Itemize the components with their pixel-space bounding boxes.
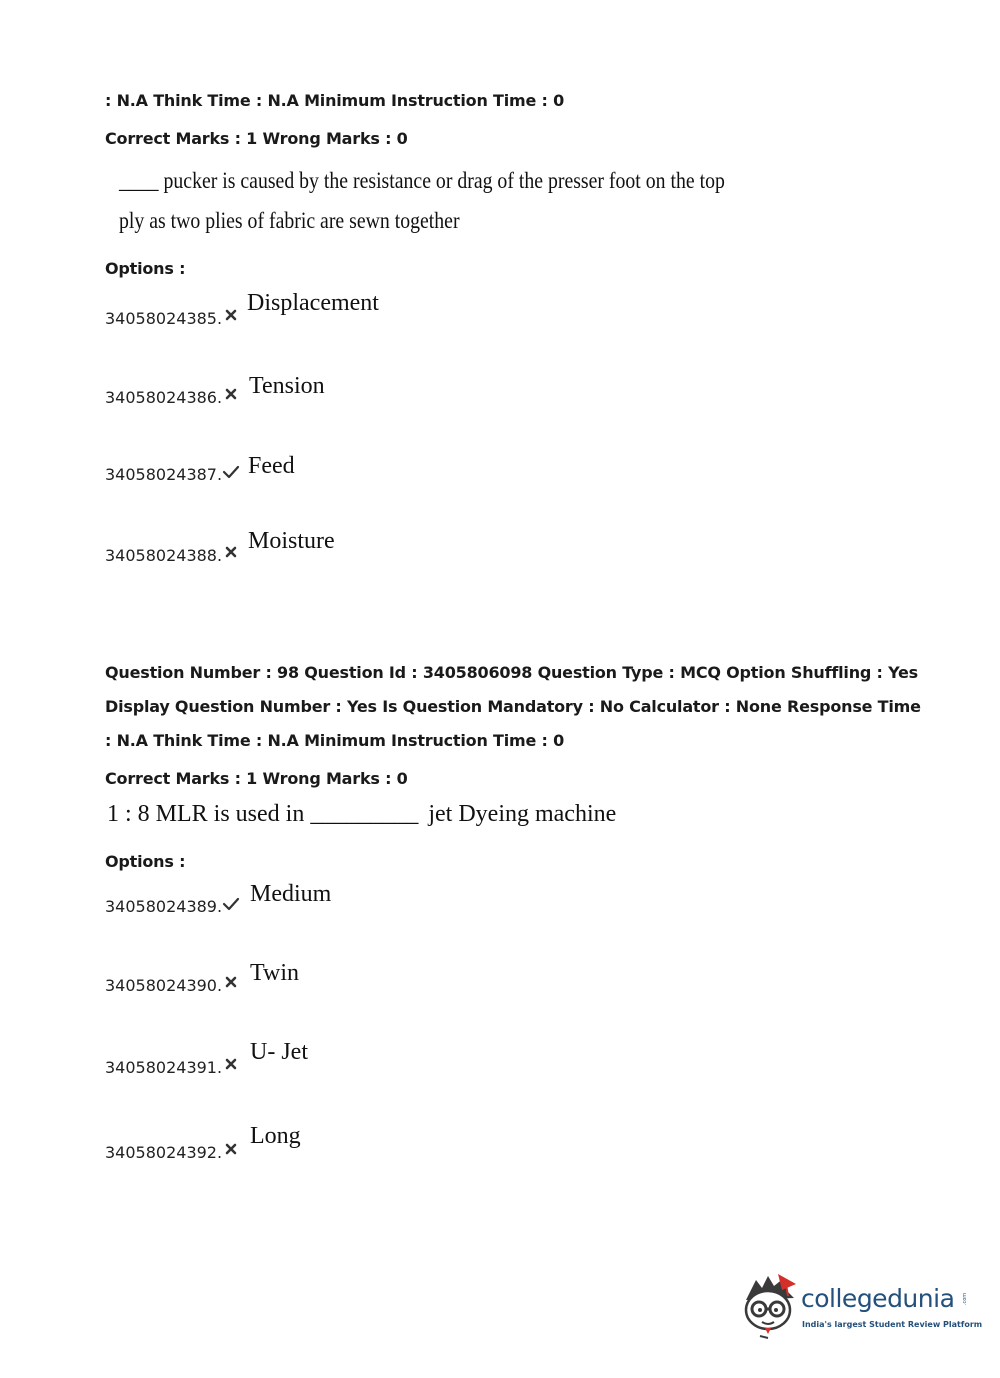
option-text: Moisture [248, 528, 335, 554]
logo-wordmark: collegedunia [801, 1284, 955, 1313]
q97-marks: Correct Marks : 1 Wrong Marks : 0 [105, 129, 408, 148]
q98-meta-line-3: : N.A Think Time : N.A Minimum Instruction Time : 0 [105, 731, 565, 750]
option-id: 34058024386. [105, 388, 223, 407]
q98-question-blank: _________ [310, 801, 419, 827]
option-id: 34058024390. [105, 976, 223, 995]
q98-question-part-2: jet Dyeing machine [428, 801, 617, 827]
q98-meta-line-2: Display Question Number : Yes Is Question Mandatory : No Calculator : None Response Time [105, 697, 921, 716]
option-text: Long [250, 1123, 301, 1149]
option-id: 34058024385. [105, 309, 223, 328]
cross-icon [222, 974, 240, 990]
logo-suffix: .com [962, 1292, 969, 1306]
option-id: 34058024389. [105, 897, 223, 916]
option-text: Twin [250, 960, 299, 986]
option-id: 34058024391. [105, 1058, 223, 1077]
cross-icon [222, 544, 240, 560]
q98-marks: Correct Marks : 1 Wrong Marks : 0 [105, 769, 408, 788]
q97-options-label: Options : [105, 259, 186, 278]
logo-tagline: India's largest Student Review Platform [802, 1320, 983, 1329]
q97-question-line-2: ply as two plies of fabric are sewn together [119, 208, 460, 233]
cross-icon [222, 307, 240, 323]
q97-meta-line: : N.A Think Time : N.A Minimum Instruction Time : 0 [105, 91, 565, 110]
check-icon [222, 896, 240, 912]
q97-question-line-1: ____ pucker is caused by the resistance or drag of the presser foot on the top [119, 168, 725, 193]
collegedunia-logo [738, 1270, 983, 1340]
option-text: U- Jet [250, 1039, 308, 1065]
q98-meta-line-1: Question Number : 98 Question Id : 3405806098 Question Type : MCQ Option Shuffling : Yes [105, 663, 918, 682]
option-text: Feed [248, 453, 295, 479]
option-text: Tension [249, 373, 325, 399]
q98-options-label: Options : [105, 852, 186, 871]
option-id: 34058024392. [105, 1143, 223, 1162]
q98-question [107, 801, 616, 828]
cross-icon [222, 386, 240, 402]
option-id: 34058024387. [105, 465, 223, 484]
option-id: 34058024388. [105, 546, 223, 565]
cross-icon [222, 1056, 240, 1072]
check-icon [222, 464, 240, 480]
q98-question-part-1: 1 : 8 MLR is used in [107, 801, 305, 827]
option-text: Displacement [247, 290, 379, 316]
cross-icon [222, 1141, 240, 1157]
mascot-icon [738, 1270, 800, 1340]
option-text: Medium [250, 881, 332, 907]
